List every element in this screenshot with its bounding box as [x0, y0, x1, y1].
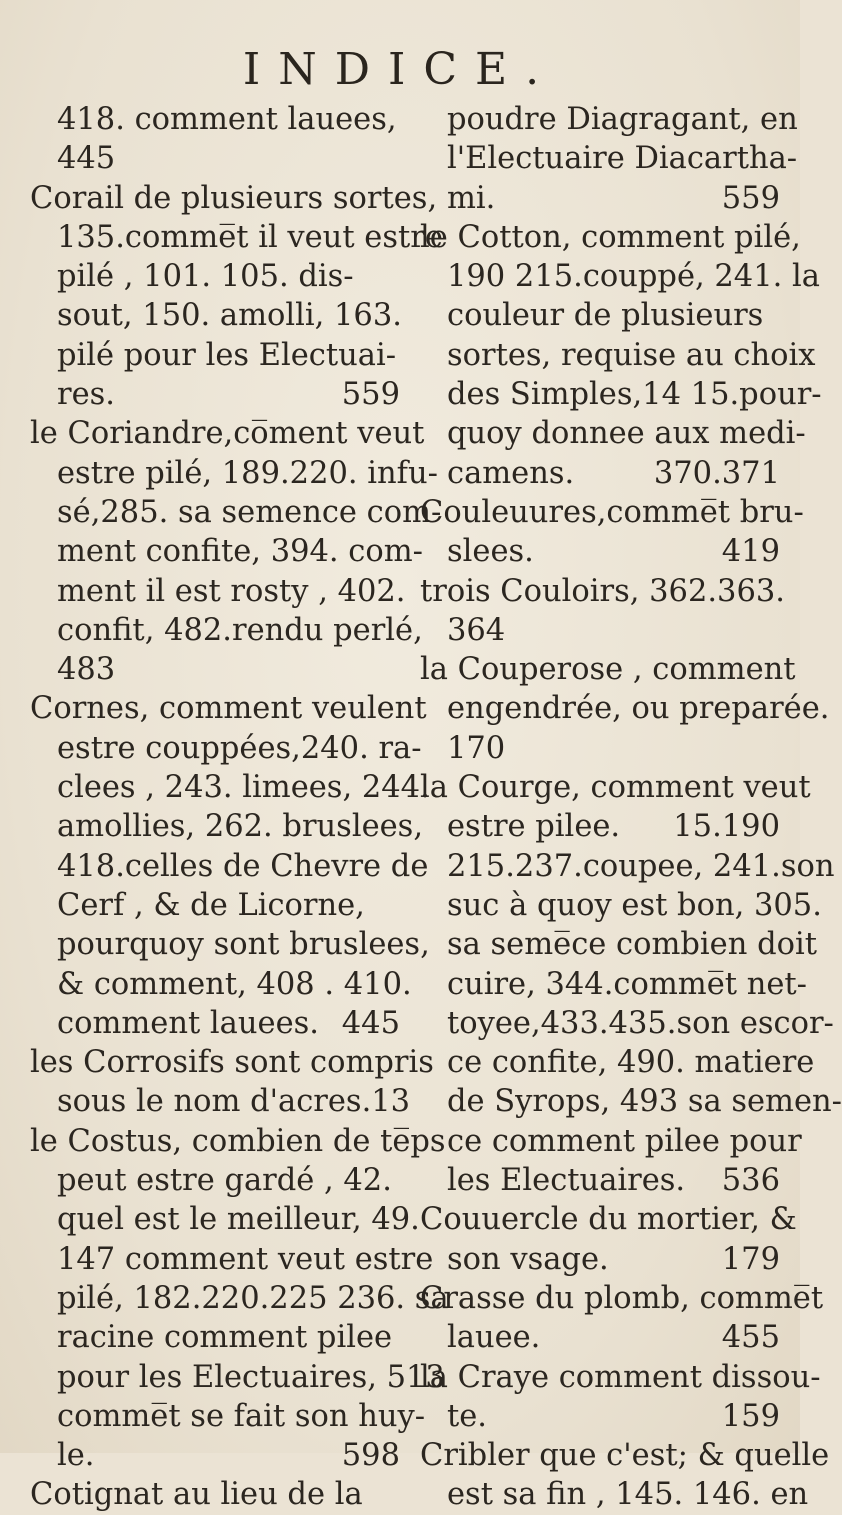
index-line: couleur de plusieurs — [447, 298, 764, 334]
index-line: sout, 150. amolli, 163. — [57, 298, 402, 334]
index-line: toyee,433.435.son escor- — [447, 1005, 834, 1041]
index-line: cuire, 344.comme̅t net- — [447, 966, 807, 1002]
index-line-text: lauee. — [447, 1320, 541, 1356]
index-line: pourquoy sont bruslees, — [57, 927, 430, 963]
index-line: quoy donnee aux medi- — [447, 416, 806, 452]
index-line: pour les Electuaires, 513 — [57, 1359, 445, 1395]
index-line — [30, 1082, 410, 1121]
page-number: 15.190 — [673, 809, 780, 845]
index-line: quel est le meilleur, 49. — [57, 1202, 420, 1238]
index-line: pilé pour les Electuai- — [57, 337, 397, 373]
index-line: 364 — [447, 612, 506, 648]
index-line: 190 215.couppé, 241. la — [447, 259, 820, 295]
index-line — [420, 1318, 790, 1357]
page-number: 419 — [721, 534, 780, 570]
index-line: sortes, requise au choix — [447, 337, 816, 373]
index-line: les Corrosifs sont compris — [30, 1045, 434, 1081]
index-line: le Cotton, comment pilé, — [420, 219, 801, 255]
index-line: estre couppées,240. ra- — [57, 730, 422, 766]
index-line: racine comment pilee — [57, 1320, 393, 1356]
index-line: comme̅t se fait son huy- — [57, 1398, 426, 1434]
page-number: 559 — [341, 377, 400, 413]
index-line: estre pilé, 189.220. infu- — [57, 455, 438, 491]
index-line-text: mi. — [447, 180, 496, 216]
index-line: suc à quoy est bon, 305. — [447, 887, 822, 923]
index-line — [30, 1004, 410, 1043]
index-line-text: le. — [57, 1438, 95, 1474]
index-line: ce confite, 490. matiere — [447, 1045, 815, 1081]
index-line: engendrée, ou preparée. — [447, 691, 830, 727]
index-line-text: son vsage. — [447, 1241, 609, 1277]
index-line: clees , 243. limees, 244. — [57, 770, 430, 806]
index-line — [420, 454, 790, 493]
index-line-text: slees. — [447, 534, 534, 570]
index-line: 135.comme̅t il veut estre — [57, 219, 443, 255]
index-line: des Simples,14 15.pour- — [447, 377, 822, 413]
index-line — [30, 375, 410, 414]
page-number: 179 — [721, 1241, 780, 1277]
index-line: Corail de plusieurs sortes, — [30, 180, 438, 216]
index-line: poudre Diagragant, en — [447, 102, 798, 137]
index-line-text: estre pilee. — [447, 809, 621, 845]
index-line: la Courge, comment veut — [420, 770, 811, 806]
index-line: ment confite, 394. com- — [57, 534, 423, 570]
index-line — [30, 1436, 410, 1475]
index-line: 215.237.coupee, 241.son — [447, 848, 835, 884]
index-line: la Craye comment dissou- — [420, 1359, 821, 1395]
index-line: Crasse du plomb, comme̅t — [420, 1280, 824, 1316]
index-line — [420, 1161, 790, 1200]
index-line: sa seme̅ce combien doit — [447, 927, 817, 963]
page-number: 159 — [721, 1398, 780, 1434]
index-line: Couuercle du mortier, & — [420, 1202, 797, 1238]
index-line — [420, 179, 790, 218]
index-line: sé,285. sa semence com- — [57, 494, 442, 530]
index-line: pilé, 182.220.225 236. sa — [57, 1280, 449, 1316]
index-line: la Couperose , comment — [420, 652, 796, 688]
index-line — [420, 1240, 790, 1279]
index-line-text: te. — [447, 1398, 488, 1434]
index-line: peut estre gardé , 42. — [57, 1163, 392, 1199]
page-number: 536 — [721, 1163, 780, 1199]
index-line: est sa fin , 145. 146. en — [447, 1477, 809, 1513]
page-number: 598 — [341, 1438, 400, 1474]
index-line: 418.celles de Chevre de — [57, 848, 429, 884]
index-line: confit, 482.rendu perlé, — [57, 612, 423, 648]
index-line: le Costus, combien de te̅ps — [30, 1123, 446, 1159]
index-line: 147 comment veut estre — [57, 1241, 434, 1277]
index-line-text: sous le nom d'acres. — [57, 1084, 372, 1120]
index-line — [420, 807, 790, 846]
page-header: INDICE. — [242, 44, 558, 95]
index-line — [420, 532, 790, 571]
index-line: de Syrops, 493 sa semen- — [447, 1084, 842, 1120]
right-index-column — [420, 100, 842, 1515]
index-line: Cribler que c'est; & quelle — [420, 1438, 830, 1474]
index-line: 418. comment lauees, — [57, 102, 397, 137]
index-line: & comment, 408 . 410. — [57, 966, 412, 1002]
index-line: Cotignat au lieu de la — [30, 1477, 363, 1513]
index-line: 483 — [57, 652, 116, 688]
index-line-text: les Electuaires. — [447, 1163, 686, 1199]
page-number: 13 — [371, 1084, 411, 1120]
index-line: le Coriandre,co̅ment veut — [30, 416, 425, 452]
index-line: trois Couloirs, 362.363. — [420, 573, 785, 609]
index-line-text: res. — [57, 377, 115, 413]
index-line: ment il est rosty , 402. — [57, 573, 406, 609]
index-line: Couleuures,comme̅t bru- — [420, 494, 804, 530]
index-line: ce comment pilee pour — [447, 1123, 802, 1159]
index-line: Cornes, comment veulent — [30, 691, 427, 727]
page-number: 445 — [341, 1005, 400, 1041]
index-line: 445 — [57, 141, 116, 177]
index-line — [420, 1397, 790, 1436]
index-line: pilé , 101. 105. dis- — [57, 259, 354, 295]
index-line-text: camens. — [447, 455, 575, 491]
page-number: 370.371 — [653, 455, 780, 491]
index-line: Cerf , & de Licorne, — [57, 887, 365, 923]
page-number: 559 — [721, 180, 780, 216]
index-line: l'Electuaire Diacartha- — [447, 141, 798, 177]
index-line-text: comment lauees. — [57, 1005, 319, 1041]
left-index-column — [30, 100, 449, 1515]
index-line: 170 — [447, 730, 506, 766]
index-line: amollies, 262. bruslees, — [57, 809, 424, 845]
page-number: 455 — [721, 1320, 780, 1356]
